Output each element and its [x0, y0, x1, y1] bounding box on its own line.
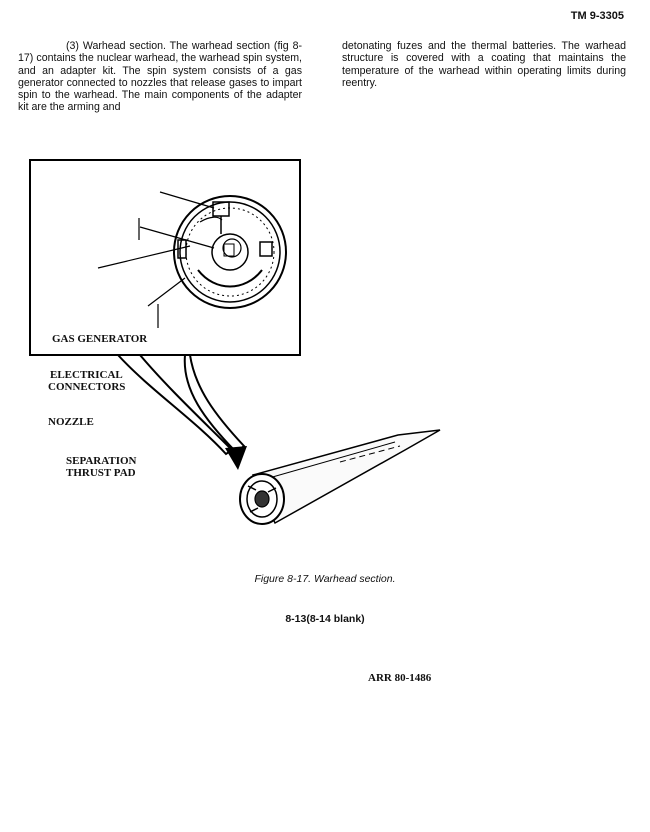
label-gas-generator: GAS GENERATOR — [52, 333, 148, 345]
figure-caption: Figure 8-17. Warhead section. — [254, 573, 396, 585]
label-connectors: CONNECTORS — [48, 381, 126, 393]
warhead-body — [240, 430, 440, 524]
label-nozzle: NOZZLE — [48, 416, 94, 428]
label-separation: SEPARATION — [66, 455, 137, 467]
label-electrical: ELECTRICAL — [50, 369, 123, 381]
warhead-end-view — [174, 196, 286, 308]
text-column-right — [342, 40, 626, 89]
paragraph-warhead-section: (3) Warhead section. The warhead section (fig 8-17) contains the nuclear warhead, the warhead spin system, and an adapter kit. The spin system consists of a gas generator connected to nozzles that release gases to impart spin to the warhead. The main components of the adapter kit are the arming and — [18, 40, 302, 114]
page-number: 8-13(8-14 blank) — [285, 613, 365, 625]
warhead-illustration — [0, 150, 650, 550]
document-number: TM 9-3305 — [570, 10, 624, 22]
paragraph-warhead-continued: detonating fuzes and the thermal batteries. The warhead structure is covered with a coating that maintains the temperature of the warhead within operating limits during reentry. — [342, 40, 626, 89]
figure-reference-id: ARR 80-1486 — [368, 672, 432, 684]
text-column-left — [18, 40, 302, 114]
leader-lines — [98, 192, 214, 328]
callout-arrowhead — [225, 446, 247, 470]
label-thrust-pad: THRUST PAD — [66, 467, 136, 479]
